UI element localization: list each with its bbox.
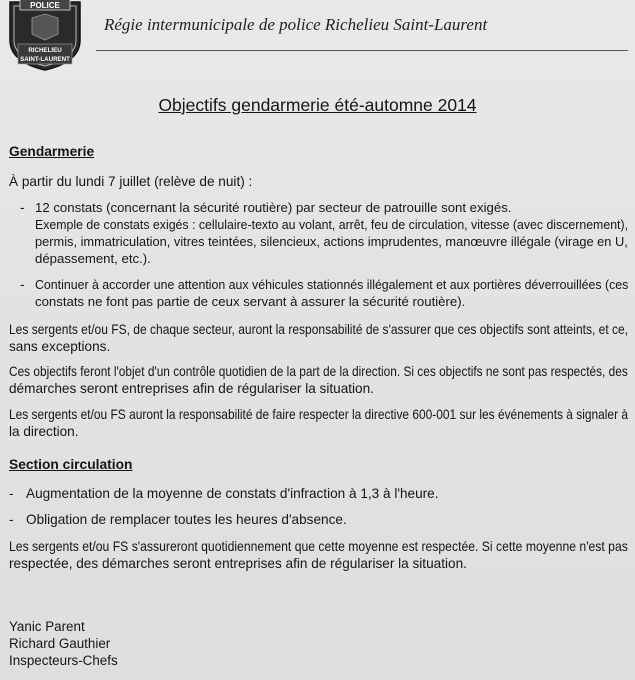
para2-line2: démarches seront entreprises afin de régulariser la situation. bbox=[9, 381, 374, 396]
bullet-dash: - bbox=[20, 200, 25, 215]
bullet1-line2: Exemple de constats exigés : cellulaire-texto au volant, arrêt, feu de circulation, vitesse (avec discernement), bbox=[35, 217, 629, 232]
bullet-dash: - bbox=[20, 277, 25, 292]
document-title: Objectifs gendarmerie été-automne 2014 bbox=[158, 95, 477, 115]
badge-top-text: POLICE bbox=[30, 1, 60, 10]
bullet1-line1: 12 constats (concernant la sécurité routière) par secteur de patrouille sont exigés. bbox=[35, 200, 512, 215]
badge-line1-text: RICHELIEU bbox=[28, 47, 62, 54]
para3-line2: la direction. bbox=[9, 424, 79, 439]
bullet2-line2: constats ne font pas partie de ceux servant à assurer la sécurité routière). bbox=[35, 294, 466, 309]
circulation-para-line2: respectée, des démarches seront entreprises afin de régulariser la situation. bbox=[9, 556, 467, 571]
circulation-para-line1: Les sergents et/ou FS s'assureront quotidiennement que cette moyenne est respectée. Si cette moyenne n'est pas bbox=[9, 539, 628, 554]
bullet1-line3: permis, immatriculation, vitres teintées, silencieux, actions imprudentes, manœuvre illégale (virage en U, bbox=[35, 234, 628, 249]
signatory-name-1: Yanic Parent bbox=[9, 619, 85, 634]
circulation-heading: Section circulation bbox=[9, 457, 133, 472]
circulation-bullet1: Augmentation de la moyenne de constats d'infraction à 1,3 à l'heure. bbox=[26, 486, 439, 501]
badge-line2-text: SAINT-LAURENT bbox=[20, 56, 70, 63]
gendarmerie-intro: À partir du lundi 7 juillet (relève de nuit) : bbox=[9, 174, 253, 189]
para2-line1: Ces objectifs feront l'objet d'un contrôle quotidien de la part de la direction. Si ces objectifs ne sont pas respectés, des bbox=[9, 364, 628, 379]
para3-line1: Les sergents et/ou FS auront la responsabilité de faire respecter la directive 600-001 sur les événements à signaler à bbox=[9, 407, 629, 422]
gendarmerie-heading: Gendarmerie bbox=[9, 144, 95, 159]
circulation-bullet2: Obligation de remplacer toutes les heures d'absence. bbox=[26, 512, 347, 527]
header-divider bbox=[96, 50, 628, 51]
organization-name: Régie intermunicipale de police Richelieu Saint-Laurent bbox=[104, 15, 488, 34]
bullet-dash: - bbox=[9, 512, 14, 527]
para1-line1: Les sergents et/ou FS, de chaque secteur, auront la responsabilité de s'assurer que ces objectifs sont atteints, et ce, bbox=[9, 322, 629, 337]
para1-line2: sans exceptions. bbox=[9, 339, 111, 354]
bullet-dash: - bbox=[9, 486, 14, 501]
signatory-name-2: Richard Gauthier bbox=[9, 636, 111, 651]
police-badge-logo bbox=[6, 0, 84, 72]
bullet1-line4: dépassement, etc.). bbox=[35, 251, 151, 266]
bullet2-line1: Continuer à accorder une attention aux véhicules stationnés illégalement et aux portières déverrouillées (ces bbox=[35, 277, 629, 292]
signatory-role: Inspecteurs-Chefs bbox=[9, 653, 118, 668]
